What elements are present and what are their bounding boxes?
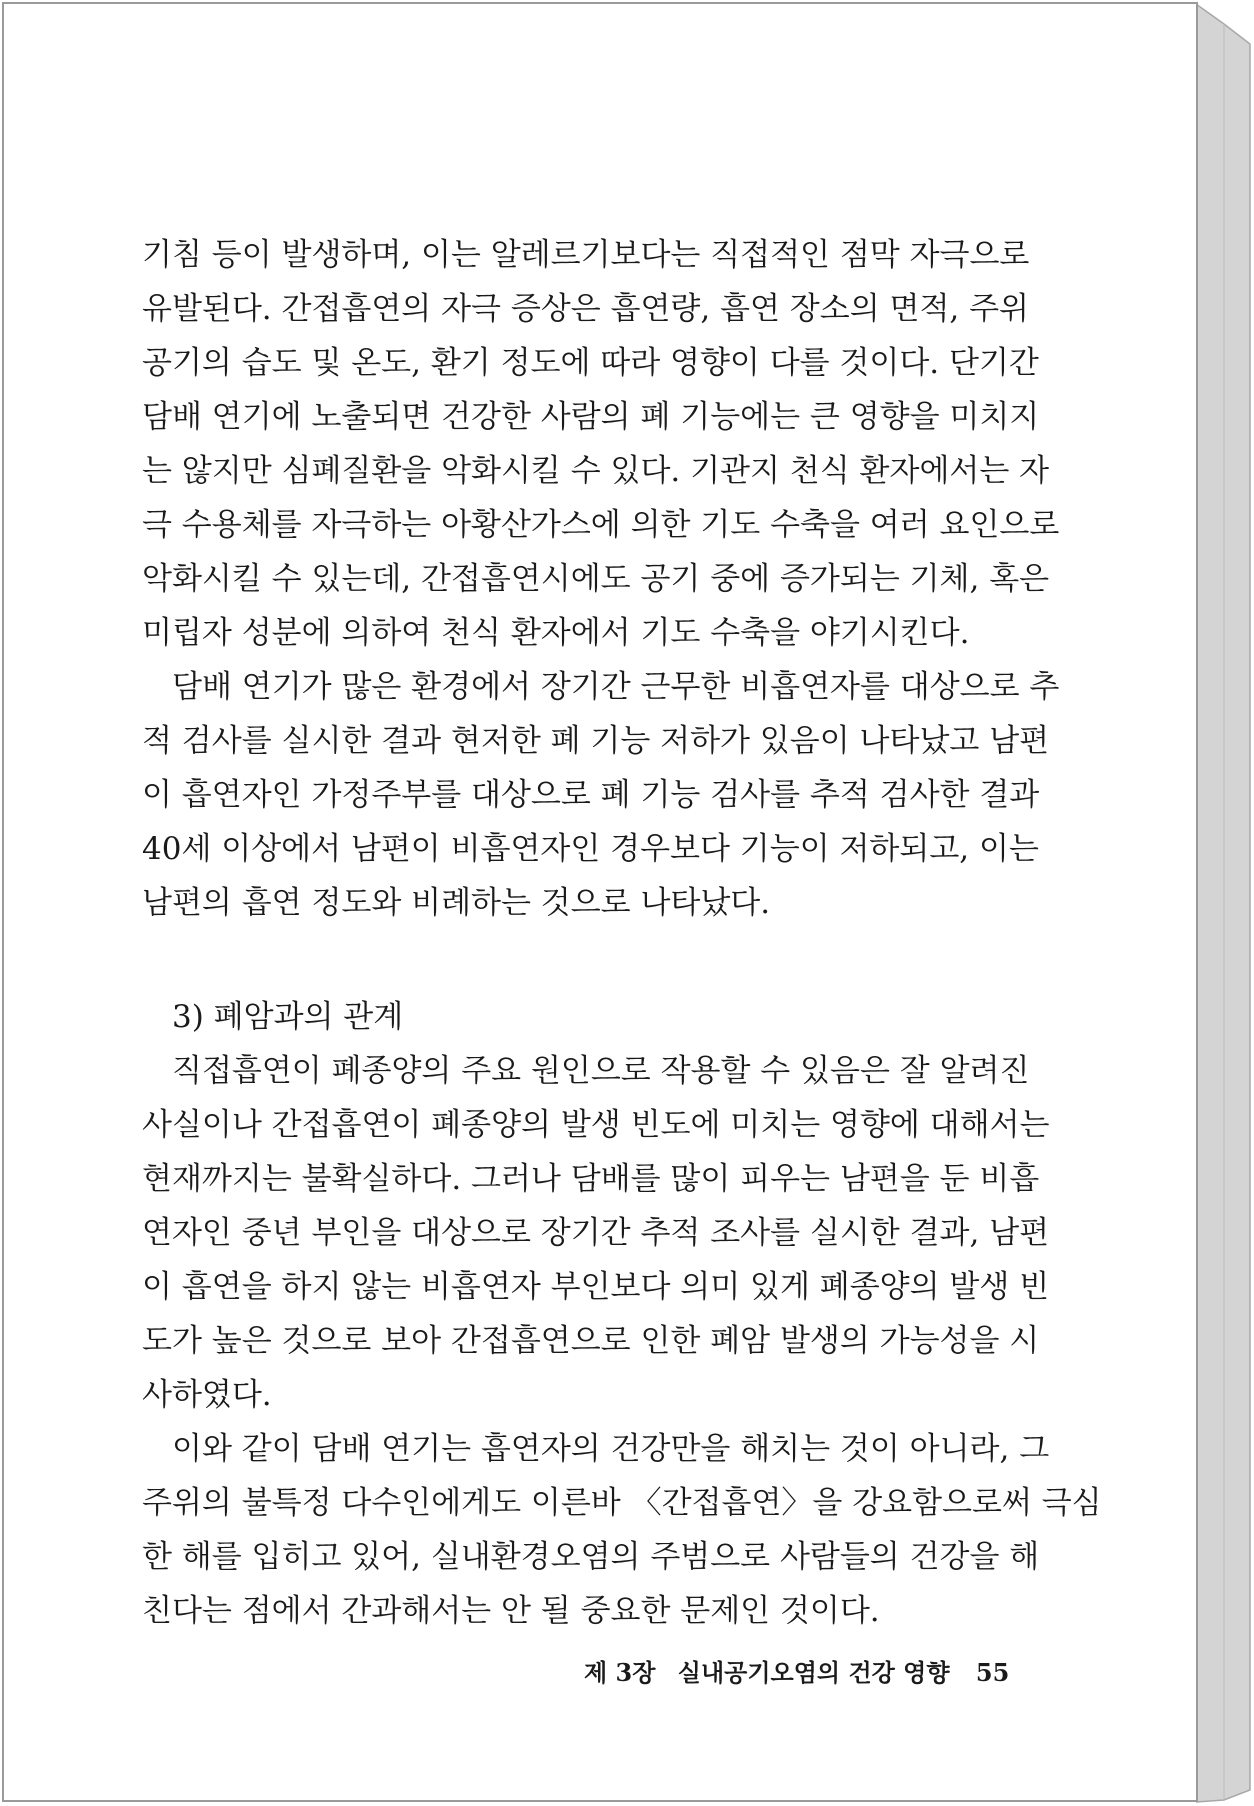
text-line: 사실이나 간접흡연이 폐종양의 발생 빈도에 미치는 영향에 대해서는: [142, 1107, 1050, 1143]
page-stack-edge: [1196, 0, 1252, 1806]
text-line: 현재까지는 불확실하다. 그러나 담배를 많이 피우는 남편을 둔 비흡: [142, 1161, 1040, 1197]
text-line: 도가 높은 것으로 보아 간접흡연으로 인한 폐암 발생의 가능성을 시: [142, 1323, 1040, 1359]
text-line: 유발된다. 간접흡연의 자극 증상은 흡연량, 흡연 장소의 면적, 주위: [142, 291, 1029, 327]
page-number: 55: [975, 1658, 1010, 1687]
text-line: 담배 연기가 많은 환경에서 장기간 근무한 비흡연자를 대상으로 추: [172, 669, 1060, 705]
text-line: 악화시킬 수 있는데, 간접흡연시에도 공기 중에 증가되는 기체, 혹은: [142, 561, 1050, 597]
text-line: 적 검사를 실시한 결과 현저한 폐 기능 저하가 있음이 나타났고 남편: [142, 723, 1050, 759]
text-line: 직접흡연이 폐종양의 주요 원인으로 작용할 수 있음은 잘 알려진: [172, 1053, 1030, 1089]
text-line: 담배 연기에 노출되면 건강한 사람의 폐 기능에는 큰 영향을 미치지: [142, 399, 1040, 435]
text-line: 연자인 중년 부인을 대상으로 장기간 추적 조사를 실시한 결과, 남편: [142, 1215, 1050, 1251]
text-line: 기침 등이 발생하며, 이는 알레르기보다는 직접적인 점막 자극으로: [142, 237, 1030, 273]
footer-chapter: 제 3장: [584, 1658, 656, 1687]
footer-title: 실내공기오염의 건강 영향: [677, 1658, 950, 1687]
text-line: 이 흡연을 하지 않는 비흡연자 부인보다 의미 있게 폐종양의 발생 빈: [142, 1269, 1050, 1305]
paragraph-1: [142, 228, 1060, 660]
text-line: 미립자 성분에 의하여 천식 환자에서 기도 수축을 야기시킨다.: [142, 615, 970, 651]
text-line: 이와 같이 담배 연기는 흡연자의 건강만을 해치는 것이 아니라, 그: [172, 1431, 1050, 1467]
text-line: 40세 이상에서 남편이 비흡연자인 경우보다 기능이 저하되고, 이는: [142, 831, 1039, 867]
text-line: 한 해를 입히고 있어, 실내환경오염의 주범으로 사람들의 건강을 해: [142, 1539, 1040, 1575]
page-body: [142, 228, 1102, 1638]
text-line: 친다는 점에서 간과해서는 안 될 중요한 문제인 것이다.: [142, 1593, 880, 1629]
running-footer: [584, 1653, 1010, 1688]
book-page: [2, 2, 1198, 1802]
paragraph-4: [142, 1422, 1102, 1638]
text-line: 공기의 습도 및 온도, 환기 정도에 따라 영향이 다를 것이다. 단기간: [142, 345, 1039, 381]
text-line: 주위의 불특정 다수인에게도 이른바 〈간접흡연〉을 강요함으로써 극심: [142, 1485, 1102, 1521]
text-line: 는 않지만 심폐질환을 악화시킬 수 있다. 기관지 천식 환자에서는 자: [142, 453, 1050, 489]
section-spacer: [142, 930, 994, 990]
paragraph-3: [142, 1044, 1050, 1422]
text-line: 극 수용체를 자극하는 아황산가스에 의한 기도 수축을 여러 요인으로: [142, 507, 1060, 543]
text-line: 남편의 흡연 정도와 비례하는 것으로 나타났다.: [142, 885, 771, 921]
text-line: 사하였다.: [142, 1377, 272, 1413]
paragraph-2: [142, 660, 1060, 930]
text-line: 이 흡연자인 가정주부를 대상으로 폐 기능 검사를 추적 검사한 결과: [142, 777, 1040, 813]
section-heading: 3) 폐암과의 관계: [172, 999, 404, 1035]
